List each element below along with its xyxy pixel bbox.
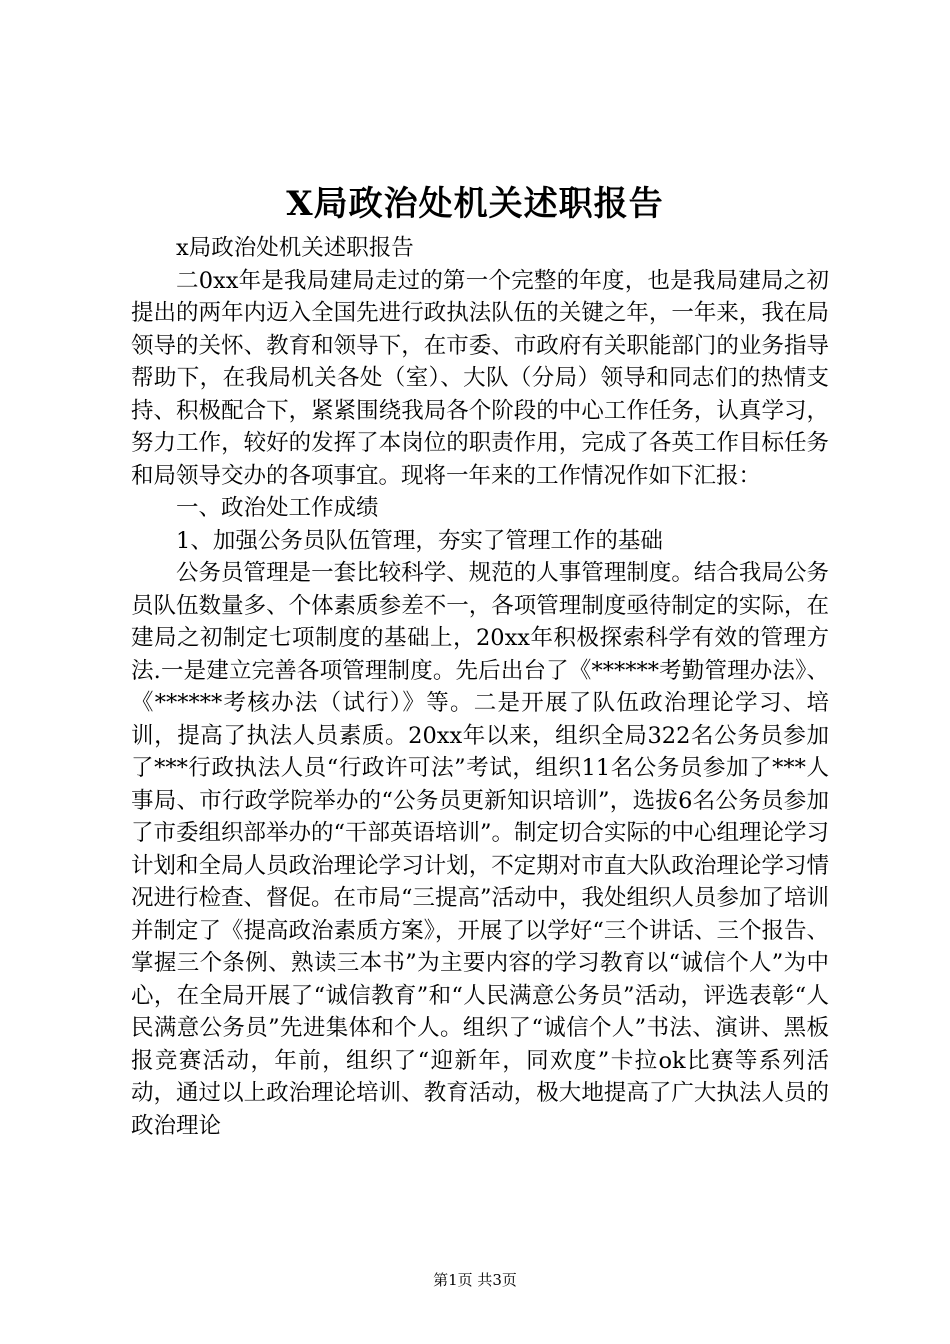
body-paragraph-main: 公务员管理是一套比较科学、规范的人事管理制度。结合我局公务员队伍数量多、个体素质参差不一，各项管理制度亟待制定的实际，在建局之初制定七项制度的基础上，20xx年积极探索科学有效的管理方法.一是建立完善各项管理制度。先后出台了《******考勤管理办法》、《******考核办法（试行）》等。二是开展了队伍政治理论学习、培训，提高了执法人员素质。20xx年以来，组织全局322名公务员参加了***行政执法人员“行政许可法”考试，组织11名公务员参加了***人事局、市行政学院举办的“公务员更新知识培训”，选拔6名公务员参加了市委组织部举办的“干部英语培训”。制定切合实际的中心组理论学习计划和全局人员政治理论学习计划，不定期对市直大队政治理论学习情况进行检查、督促。在市局“三提高”活动中，我处组织人员参加了培训并制定了《提高政治素质方案》，开展了以学好“三个讲话、三个报告、掌握三个条例、熟读三本书”为主要内容的学习教育以“诚信个人”为中心，在全局开展了“诚信教育”和“人民满意公务员”活动，评选表彰“人民满意公务员”先进集体和个人。组织了“诚信个人”书法、演讲、黑板报竞赛活动，年前，组织了“迎新年，同欢度”卡拉ok比赛等系列活动，通过以上政治理论培训、教育活动，极大地提高了广大执法人员的政治理论 — [131, 560, 830, 1139]
subsection-heading: 1、加强公务员队伍管理，夯实了管理工作的基础 — [176, 527, 663, 554]
body-paragraph-heading: x局政治处机关述职报告 — [176, 235, 414, 261]
section-heading: 一、政治处工作成绩 — [176, 495, 379, 521]
document-title: X局政治处机关述职报告 — [286, 184, 664, 224]
document-body — [131, 232, 829, 1142]
page-footer: 第1页 共3页 — [433, 1271, 517, 1289]
body-paragraph-intro: 二0xx年是我局建局走过的第一个完整的年度，也是我局建局之初提出的两年内迈入全国先进行政执法队伍的关键之年，一年来，我在局领导的关怀、教育和领导下，在市委、市政府有关职能部门的业务指导帮助下，在我局机关各处（室）、大队（分局）领导和同志们的热情支持、积极配合下，紧紧围绕我局各个阶段的中心工作任务，认真学习，努力工作，较好的发挥了本岗位的职责作用，完成了各英工作目标任务和局领导交办的各项事宜。现将一年来的工作情况作如下汇报： — [131, 267, 829, 489]
